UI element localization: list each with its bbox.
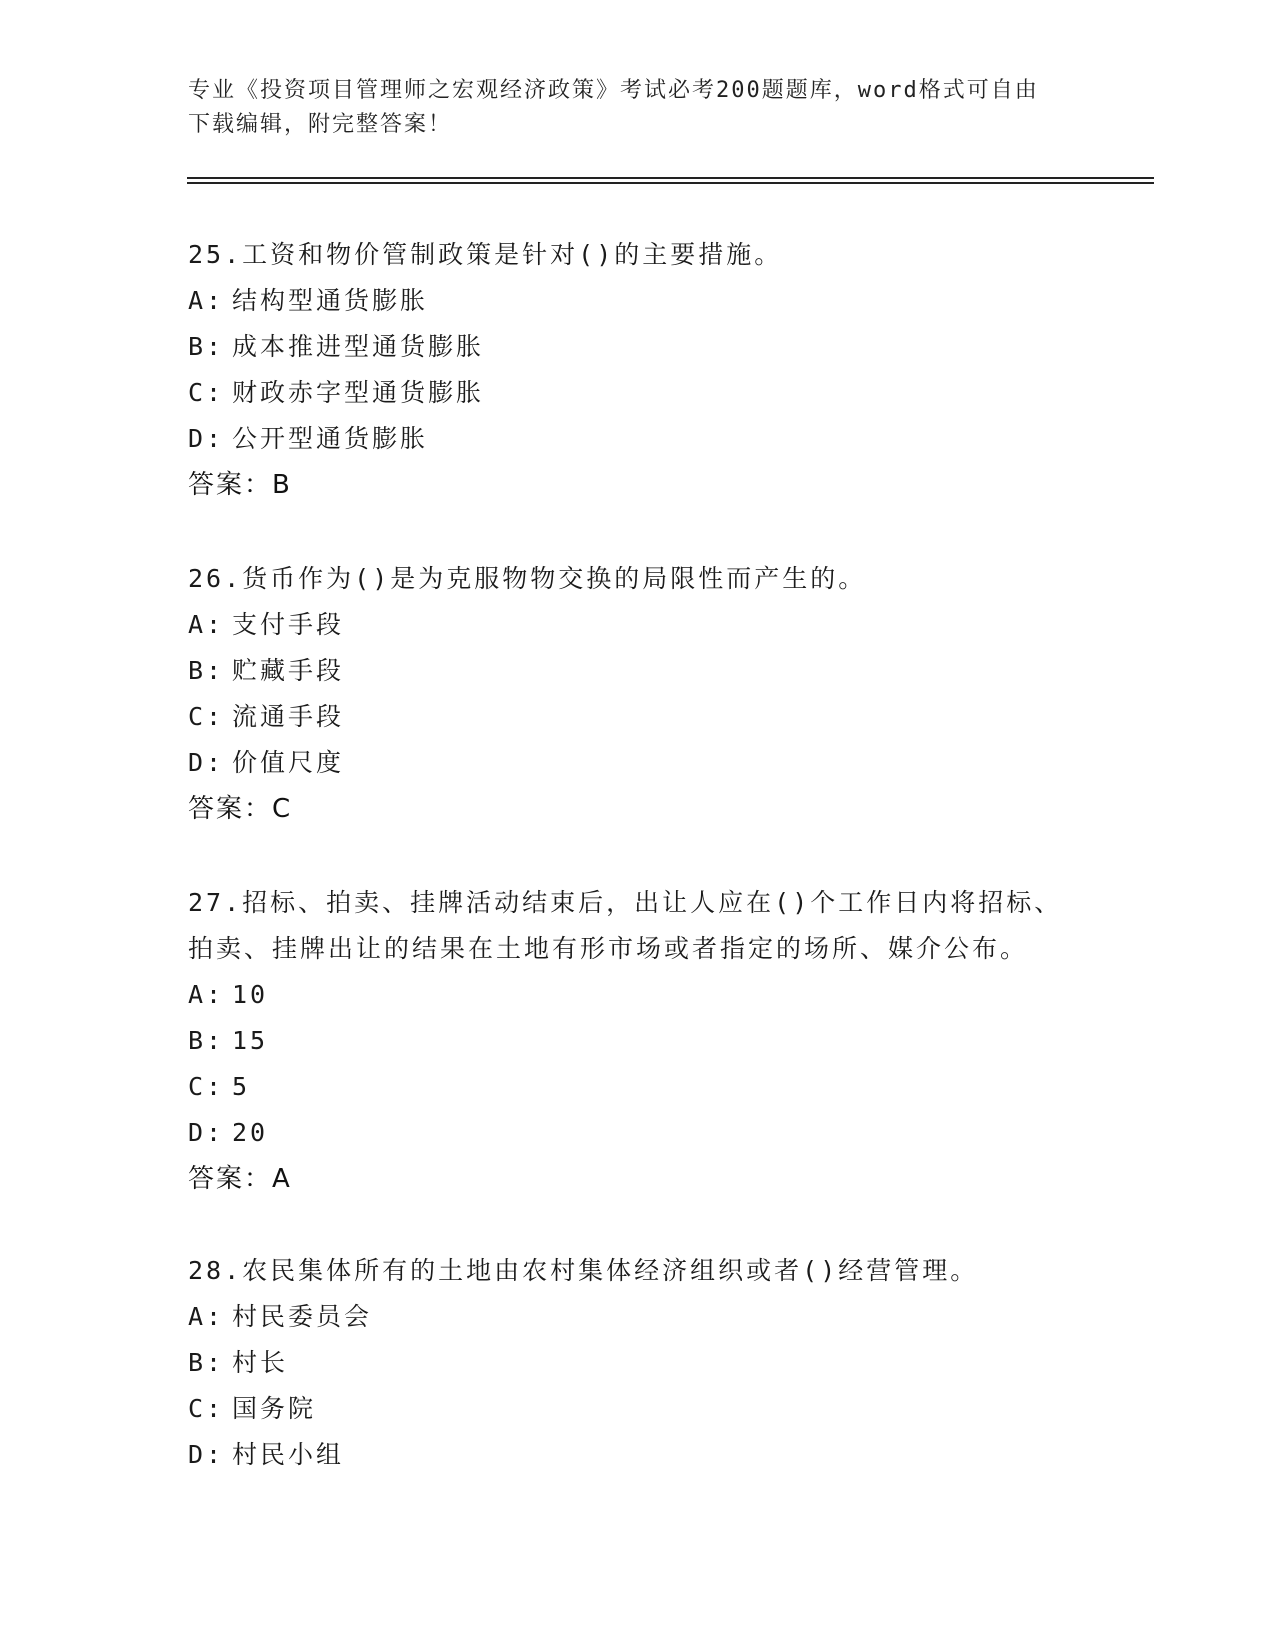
answer-label: 答案： (188, 1164, 273, 1194)
option-text: 公开型通货膨胀 (232, 424, 429, 453)
option-key: C: (188, 1394, 225, 1423)
option-key: B: (188, 332, 225, 361)
question-26 (188, 556, 1088, 832)
answer-value: A (272, 1164, 292, 1194)
option-key: B: (188, 656, 225, 685)
option-b (188, 324, 1088, 370)
answer-line (188, 1156, 1088, 1202)
header-divider-bottom (187, 182, 1154, 184)
question-28 (188, 1248, 1088, 1478)
option-c (188, 1064, 1088, 1110)
option-text: 10 (232, 980, 269, 1009)
answer-value: C (272, 794, 293, 824)
option-text: 支付手段 (232, 610, 345, 639)
question-25 (188, 232, 1088, 508)
option-text: 村民小组 (232, 1440, 345, 1469)
option-key: D: (188, 424, 225, 453)
option-d (188, 740, 1088, 786)
option-text: 20 (232, 1118, 269, 1147)
option-key: A: (188, 980, 225, 1009)
option-c (188, 370, 1088, 416)
option-d (188, 1110, 1088, 1156)
option-text: 价值尺度 (232, 748, 345, 777)
option-text: 结构型通货膨胀 (232, 286, 429, 315)
option-d (188, 1432, 1088, 1478)
option-text: 15 (232, 1026, 269, 1055)
option-text: 国务院 (232, 1394, 317, 1423)
option-b (188, 648, 1088, 694)
question-stem: 26.货币作为()是为克服物物交换的局限性而产生的。 (188, 564, 867, 593)
option-key: C: (188, 1072, 225, 1101)
option-key: A: (188, 1302, 225, 1331)
option-key: B: (188, 1348, 225, 1377)
option-key: B: (188, 1026, 225, 1055)
option-b (188, 1340, 1088, 1386)
option-key: D: (188, 1118, 225, 1147)
header-line-1: 专业《投资项目管理师之宏观经济政策》考试必考200题题库，word格式可自由 (188, 78, 1039, 103)
answer-line (188, 462, 1088, 508)
option-d (188, 416, 1088, 462)
option-text: 贮藏手段 (232, 656, 345, 685)
question-stem: 25.工资和物价管制政策是针对()的主要措施。 (188, 240, 783, 269)
question-stem: 28.农民集体所有的土地由农村集体经济组织或者()经营管理。 (188, 1256, 979, 1285)
option-a (188, 972, 1088, 1018)
option-key: A: (188, 610, 225, 639)
option-text: 5 (232, 1072, 251, 1101)
question-stem-line-2: 拍卖、挂牌出让的结果在土地有形市场或者指定的场所、媒介公布。 (188, 934, 1029, 963)
question-27 (188, 880, 1088, 1202)
answer-value: B (272, 470, 292, 500)
option-text: 村长 (232, 1348, 289, 1377)
option-a (188, 278, 1088, 324)
header-line-2: 下载编辑，附完整答案！ (188, 112, 453, 137)
option-key: C: (188, 702, 225, 731)
answer-label: 答案： (188, 794, 273, 824)
option-key: D: (188, 1440, 225, 1469)
option-a (188, 1294, 1088, 1340)
option-c (188, 694, 1088, 740)
option-key: D: (188, 748, 225, 777)
option-a (188, 602, 1088, 648)
answer-label: 答案： (188, 470, 273, 500)
header-divider-top (187, 177, 1154, 179)
option-text: 成本推进型通货膨胀 (232, 332, 485, 361)
option-text: 财政赤字型通货膨胀 (232, 378, 485, 407)
option-c (188, 1386, 1088, 1432)
answer-line (188, 786, 1088, 832)
option-key: C: (188, 378, 225, 407)
option-text: 流通手段 (232, 702, 345, 731)
option-text: 村民委员会 (232, 1302, 373, 1331)
option-b (188, 1018, 1088, 1064)
option-key: A: (188, 286, 225, 315)
document-header (188, 74, 1088, 142)
question-stem-line-1: 27.招标、拍卖、挂牌活动结束后，出让人应在()个工作日内将招标、 (188, 888, 1063, 917)
